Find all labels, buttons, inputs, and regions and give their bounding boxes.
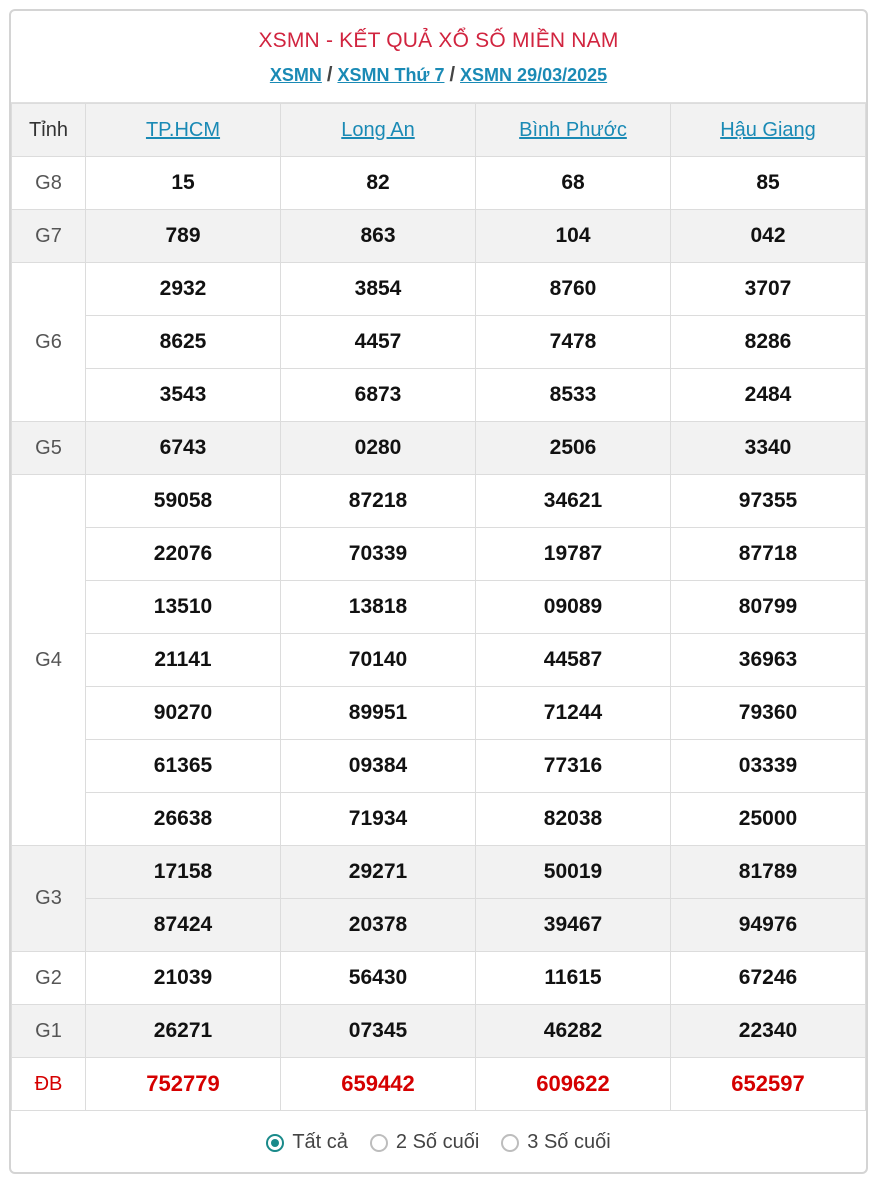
filter-label: 3 Số cuối	[527, 1131, 611, 1153]
prize-number: 50019	[476, 846, 671, 899]
prize-row	[12, 740, 866, 793]
prize-number: 87218	[281, 475, 476, 528]
breadcrumb-separator: /	[449, 64, 456, 86]
prize-number: 21039	[86, 952, 281, 1005]
province-link[interactable]: Bình Phước	[519, 118, 627, 141]
prize-number: 2506	[476, 422, 671, 475]
prize-number: 7478	[476, 316, 671, 369]
prize-number: 94976	[671, 899, 866, 952]
radio-selected-icon[interactable]	[266, 1134, 284, 1152]
table-header-row	[12, 104, 866, 157]
breadcrumb-separator: /	[326, 64, 333, 86]
prize-row	[12, 422, 866, 475]
prize-number: 863	[281, 210, 476, 263]
prize-number: 34621	[476, 475, 671, 528]
prize-number: 09089	[476, 581, 671, 634]
prize-number: 71934	[281, 793, 476, 846]
prize-number: 22340	[671, 1005, 866, 1058]
prize-number: 59058	[86, 475, 281, 528]
prize-number: 15	[86, 157, 281, 210]
page-title: XSMN - KẾT QUẢ XỔ SỐ MIỀN NAM	[258, 29, 619, 52]
prize-number: 789	[86, 210, 281, 263]
prize-label: ĐB	[12, 1058, 86, 1111]
prize-number: 3543	[86, 369, 281, 422]
results-card	[9, 9, 868, 1174]
prize-number: 61365	[86, 740, 281, 793]
prize-number: 0280	[281, 422, 476, 475]
prize-label: G1	[12, 1005, 86, 1058]
filter-label: Tất cả	[292, 1131, 348, 1153]
prize-number: 71244	[476, 687, 671, 740]
results-table	[11, 103, 866, 1111]
prize-label: G3	[12, 846, 86, 952]
breadcrumb-xsmn-saturday[interactable]: XSMN Thứ 7	[337, 65, 445, 85]
digit-filter	[11, 1111, 866, 1174]
prize-number: 8760	[476, 263, 671, 316]
prize-number: 104	[476, 210, 671, 263]
special-prize-number: 652597	[671, 1058, 866, 1111]
prize-row	[12, 634, 866, 687]
results-header	[11, 11, 866, 103]
filter-option-all[interactable]	[266, 1131, 348, 1154]
prize-number: 87718	[671, 528, 866, 581]
prize-row	[12, 899, 866, 952]
prize-number: 46282	[476, 1005, 671, 1058]
radio-icon[interactable]	[370, 1134, 388, 1152]
filter-label: 2 Số cuối	[395, 1131, 480, 1153]
prize-row	[12, 528, 866, 581]
prize-row	[12, 369, 866, 422]
prize-number: 07345	[281, 1005, 476, 1058]
province-link[interactable]: Long An	[341, 118, 415, 141]
prize-label: G4	[12, 475, 86, 846]
breadcrumb	[11, 63, 866, 87]
prize-number: 21141	[86, 634, 281, 687]
prize-number: 82	[281, 157, 476, 210]
prize-number: 87424	[86, 899, 281, 952]
prize-number: 85	[671, 157, 866, 210]
province-header-hau-giang	[671, 104, 866, 157]
province-link[interactable]: Hậu Giang	[720, 118, 816, 141]
prize-row	[12, 581, 866, 634]
prize-row	[12, 316, 866, 369]
prize-number: 13818	[281, 581, 476, 634]
prize-number: 042	[671, 210, 866, 263]
prize-number: 89951	[281, 687, 476, 740]
prize-row	[12, 210, 866, 263]
prize-row	[12, 846, 866, 899]
special-prize-number: 752779	[86, 1058, 281, 1111]
prize-number: 29271	[281, 846, 476, 899]
prize-number: 3340	[671, 422, 866, 475]
prize-number: 81789	[671, 846, 866, 899]
prize-number: 22076	[86, 528, 281, 581]
breadcrumb-xsmn[interactable]: XSMN	[269, 65, 322, 85]
prize-number: 19787	[476, 528, 671, 581]
special-prize-row	[12, 1058, 866, 1111]
prize-number: 25000	[671, 793, 866, 846]
prize-number: 4457	[281, 316, 476, 369]
radio-icon[interactable]	[501, 1134, 519, 1152]
prize-number: 67246	[671, 952, 866, 1005]
prize-number: 2484	[671, 369, 866, 422]
prize-row	[12, 157, 866, 210]
prize-label: G5	[12, 422, 86, 475]
prize-number: 8286	[671, 316, 866, 369]
prize-number: 6743	[86, 422, 281, 475]
prize-row	[12, 263, 866, 316]
prize-label: G2	[12, 952, 86, 1005]
prize-number: 20378	[281, 899, 476, 952]
prize-number: 17158	[86, 846, 281, 899]
province-link[interactable]: TP.HCM	[145, 118, 221, 141]
prize-number: 09384	[281, 740, 476, 793]
prize-number: 97355	[671, 475, 866, 528]
breadcrumb-xsmn-date[interactable]: XSMN 29/03/2025	[460, 65, 608, 85]
province-header-binh-phuoc	[476, 104, 671, 157]
prize-number: 8533	[476, 369, 671, 422]
prize-label: G6	[12, 263, 86, 422]
prize-number: 56430	[281, 952, 476, 1005]
prize-number: 2932	[86, 263, 281, 316]
filter-option-last-2[interactable]	[370, 1131, 479, 1154]
prize-number: 8625	[86, 316, 281, 369]
prize-number: 79360	[671, 687, 866, 740]
prize-number: 13510	[86, 581, 281, 634]
prize-row	[12, 952, 866, 1005]
prize-row	[12, 687, 866, 740]
filter-option-last-3[interactable]	[501, 1131, 610, 1154]
province-header-long-an	[281, 104, 476, 157]
province-column-header: Tỉnh	[12, 104, 86, 157]
prize-number: 26271	[86, 1005, 281, 1058]
prize-number: 90270	[86, 687, 281, 740]
prize-number: 36963	[671, 634, 866, 687]
prize-number: 82038	[476, 793, 671, 846]
prize-number: 3854	[281, 263, 476, 316]
special-prize-number: 659442	[281, 1058, 476, 1111]
prize-number: 3707	[671, 263, 866, 316]
prize-number: 68	[476, 157, 671, 210]
results-body	[12, 157, 866, 1111]
prize-row	[12, 793, 866, 846]
prize-number: 80799	[671, 581, 866, 634]
prize-number: 70339	[281, 528, 476, 581]
prize-number: 26638	[86, 793, 281, 846]
prize-row	[12, 1005, 866, 1058]
prize-label: G8	[12, 157, 86, 210]
prize-number: 70140	[281, 634, 476, 687]
prize-number: 11615	[476, 952, 671, 1005]
prize-number: 6873	[281, 369, 476, 422]
prize-number: 77316	[476, 740, 671, 793]
province-header-tphcm	[86, 104, 281, 157]
special-prize-number: 609622	[476, 1058, 671, 1111]
prize-number: 03339	[671, 740, 866, 793]
prize-row	[12, 475, 866, 528]
prize-label: G7	[12, 210, 86, 263]
prize-number: 39467	[476, 899, 671, 952]
prize-number: 44587	[476, 634, 671, 687]
